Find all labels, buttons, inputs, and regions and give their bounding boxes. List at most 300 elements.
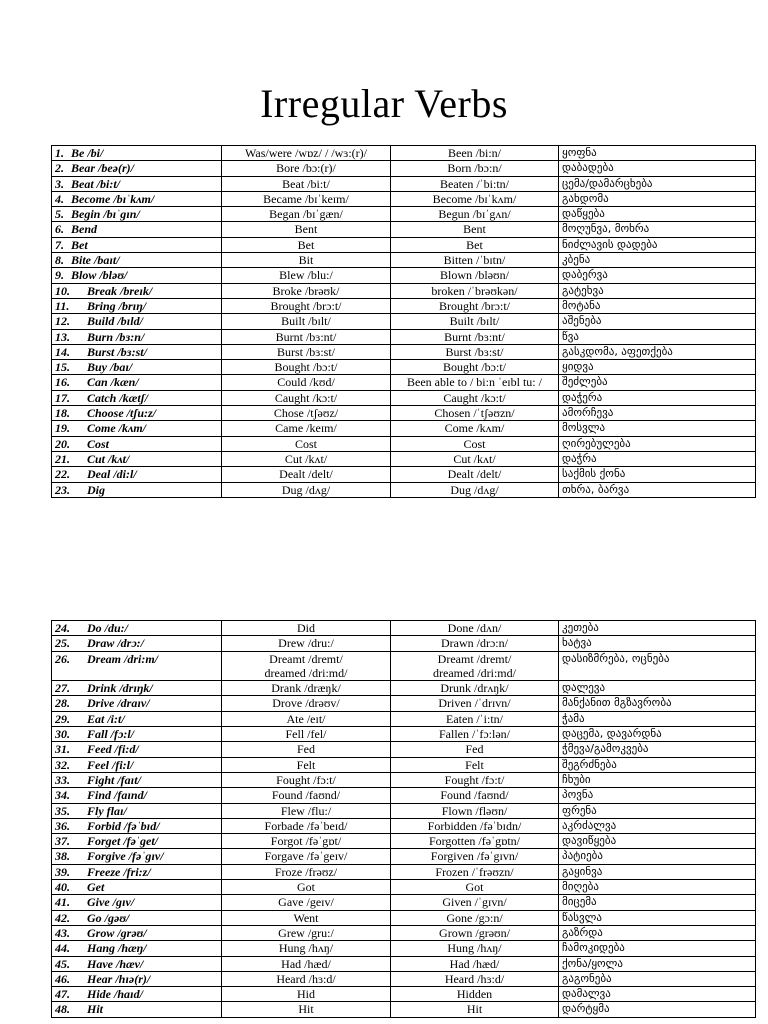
cell-line: dreamed /dri:md/ bbox=[433, 665, 516, 680]
verb-row bbox=[52, 956, 756, 971]
base-form: Fight /faɪt/ bbox=[87, 772, 141, 787]
verb-row bbox=[52, 283, 756, 298]
base-form-cell bbox=[52, 390, 222, 405]
past-participle-cell: Hit bbox=[391, 1002, 559, 1017]
verbs-table-2 bbox=[51, 620, 756, 1018]
base-form-cell bbox=[52, 788, 222, 803]
row-number: 1. bbox=[55, 146, 64, 160]
past-simple-cell: Cost bbox=[222, 436, 391, 451]
row-number: 2. bbox=[55, 161, 64, 176]
base-form: Be /bi/ bbox=[71, 146, 104, 160]
base-form-cell bbox=[52, 298, 222, 313]
past-simple-cell: Burnt /bɜ:nt/ bbox=[222, 329, 391, 344]
base-form: Come /kʌm/ bbox=[87, 421, 146, 436]
past-participle-cell: Brought /brɔ:t/ bbox=[391, 298, 559, 313]
row-number: 29. bbox=[55, 711, 70, 726]
row-number: 11. bbox=[55, 298, 70, 313]
verbs-table-1 bbox=[51, 145, 756, 498]
translation-cell: ყიდვა bbox=[559, 360, 756, 375]
past-simple-cell: Chose /tʃəʊz/ bbox=[222, 406, 391, 421]
base-form: Dream /dri:m/ bbox=[87, 651, 158, 666]
past-participle-cell: Fought /fɔ:t/ bbox=[391, 772, 559, 787]
past-simple-cell: Bore /bɔ:(r)/ bbox=[222, 161, 391, 176]
row-number: 28. bbox=[55, 696, 70, 711]
past-simple-cell: Bent bbox=[222, 222, 391, 237]
base-form: Forbid /fəˈbɪd/ bbox=[87, 818, 160, 833]
base-form-cell bbox=[52, 956, 222, 971]
verb-row bbox=[52, 1002, 756, 1017]
verb-row bbox=[52, 390, 756, 405]
base-form: Become /bɪˈkʌm/ bbox=[71, 191, 155, 206]
base-form-cell bbox=[52, 941, 222, 956]
row-number: 41. bbox=[55, 895, 70, 910]
past-participle-cell: Become /bɪˈkʌm/ bbox=[391, 191, 559, 206]
translation-cell: დაბერვა bbox=[559, 268, 756, 283]
row-number: 33. bbox=[55, 772, 70, 787]
past-simple-cell: Fed bbox=[222, 742, 391, 757]
past-simple-cell: Forbade /fəˈbeɪd/ bbox=[222, 818, 391, 833]
verb-row bbox=[52, 834, 756, 849]
translation-cell: დაჭრა bbox=[559, 451, 756, 466]
past-simple-cell: Burst /bɜ:st/ bbox=[222, 344, 391, 359]
base-form: Go /gəʊ/ bbox=[87, 910, 130, 925]
base-form: Forget /fəˈget/ bbox=[87, 834, 158, 849]
base-form: Dig bbox=[87, 482, 105, 497]
base-form: Bet bbox=[71, 237, 88, 252]
verb-row bbox=[52, 803, 756, 818]
translation-cell: მოღუნვა, მოხრა bbox=[559, 222, 756, 237]
past-simple-cell: Felt bbox=[222, 757, 391, 772]
past-participle-cell: Drunk /drʌŋk/ bbox=[391, 681, 559, 696]
base-form-cell bbox=[52, 482, 222, 497]
past-participle-cell: Felt bbox=[391, 757, 559, 772]
translation-cell: აშენება bbox=[559, 314, 756, 329]
past-participle-cell: Cut /kʌt/ bbox=[391, 451, 559, 466]
base-form-cell bbox=[52, 207, 222, 222]
past-participle-cell: Been able to / bi:n ˈeɪbl tu: / bbox=[391, 375, 559, 390]
row-number: 24. bbox=[55, 621, 70, 635]
past-simple-cell: Hid bbox=[222, 987, 391, 1002]
past-participle-cell: Burnt /bɜ:nt/ bbox=[391, 329, 559, 344]
base-form: Bend bbox=[71, 222, 98, 237]
row-number: 27. bbox=[55, 681, 70, 696]
base-form-cell bbox=[52, 621, 222, 636]
base-form: Hang /hæŋ/ bbox=[87, 941, 147, 956]
translation-cell: დალევა bbox=[559, 681, 756, 696]
base-form: Bite /baɪt/ bbox=[71, 253, 120, 268]
base-form: Do /du:/ bbox=[87, 621, 129, 635]
translation-cell: საქმის ქონა bbox=[559, 467, 756, 482]
translation-cell: დარტყმა bbox=[559, 1002, 756, 1017]
past-simple-cell: Hung /hʌŋ/ bbox=[222, 941, 391, 956]
translation-cell: გაყინვა bbox=[559, 864, 756, 879]
translation-cell: პოვნა bbox=[559, 788, 756, 803]
past-participle-cell: Blown /bləʊn/ bbox=[391, 268, 559, 283]
verb-row bbox=[52, 621, 756, 636]
past-simple-cell: Began /bɪˈgæn/ bbox=[222, 207, 391, 222]
past-participle-cell: Forbidden /fəˈbɪdn/ bbox=[391, 818, 559, 833]
base-form-cell bbox=[52, 161, 222, 176]
row-number: 42. bbox=[55, 910, 70, 925]
translation-cell: მანქანით მგზავრობა bbox=[559, 696, 756, 711]
row-number: 22. bbox=[55, 467, 70, 482]
base-form: Buy /baɪ/ bbox=[87, 360, 133, 375]
past-simple-cell: Dealt /delt/ bbox=[222, 467, 391, 482]
base-form-cell bbox=[52, 910, 222, 925]
verb-row bbox=[52, 711, 756, 726]
base-form: Fall /fɔ:l/ bbox=[87, 727, 134, 742]
past-participle-cell: Eaten /ˈi:tn/ bbox=[391, 711, 559, 726]
base-form: Have /hæv/ bbox=[87, 956, 144, 971]
base-form: Cost bbox=[87, 436, 110, 451]
past-participle-cell: Grown /grəʊn/ bbox=[391, 925, 559, 940]
past-participle-cell: Fed bbox=[391, 742, 559, 757]
verb-row bbox=[52, 788, 756, 803]
verb-row bbox=[52, 971, 756, 986]
verb-row bbox=[52, 895, 756, 910]
base-form: Grow /grəʊ/ bbox=[87, 925, 147, 940]
row-number: 13. bbox=[55, 329, 70, 344]
base-form-cell bbox=[52, 971, 222, 986]
row-number: 9. bbox=[55, 268, 64, 283]
base-form: Blow /bləʊ/ bbox=[71, 268, 128, 283]
translation-cell: შეგრძნება bbox=[559, 757, 756, 772]
past-participle-cell: broken /ˈbrəʊkən/ bbox=[391, 283, 559, 298]
base-form: Cut /kʌt/ bbox=[87, 451, 130, 466]
past-participle-cell: Frozen /ˈfrəʊzn/ bbox=[391, 864, 559, 879]
past-participle-cell: Flown /fləʊn/ bbox=[391, 803, 559, 818]
base-form-cell bbox=[52, 146, 222, 161]
past-simple-cell: Caught /kɔ:t/ bbox=[222, 390, 391, 405]
base-form-cell bbox=[52, 329, 222, 344]
row-number: 47. bbox=[55, 987, 70, 1002]
past-participle-cell: Come /kʌm/ bbox=[391, 421, 559, 436]
past-simple-cell: Brought /brɔ:t/ bbox=[222, 298, 391, 313]
translation-cell: კბენა bbox=[559, 253, 756, 268]
past-simple-cell: Came /keɪm/ bbox=[222, 421, 391, 436]
verb-row bbox=[52, 176, 756, 191]
base-form: Give /gɪv/ bbox=[87, 895, 135, 910]
verb-row bbox=[52, 880, 756, 895]
past-participle-cell: Forgotten /fəˈgɒtn/ bbox=[391, 834, 559, 849]
translation-cell: ქონა/ყოლა bbox=[559, 956, 756, 971]
row-number: 25. bbox=[55, 636, 70, 651]
translation-cell: გაგონება bbox=[559, 971, 756, 986]
row-number: 3. bbox=[55, 176, 64, 191]
past-simple-cell: Became /bɪˈkeɪm/ bbox=[222, 191, 391, 206]
translation-cell: დაწყება bbox=[559, 207, 756, 222]
base-form-cell bbox=[52, 191, 222, 206]
translation-cell: დაბადება bbox=[559, 161, 756, 176]
row-number: 23. bbox=[55, 482, 70, 497]
translation-cell: გასკდომა, აფეთქება bbox=[559, 344, 756, 359]
past-simple-cell: Found /faʊnd/ bbox=[222, 788, 391, 803]
cell-line: Dreamt /dremt/ bbox=[269, 651, 343, 666]
past-participle-cell bbox=[391, 651, 559, 681]
base-form: Drink /drɪŋk/ bbox=[87, 681, 153, 696]
translation-cell: ჭამა bbox=[559, 711, 756, 726]
row-number: 5. bbox=[55, 207, 64, 222]
past-simple-cell: Cut /kʌt/ bbox=[222, 451, 391, 466]
row-number: 20. bbox=[55, 436, 70, 451]
translation-cell: აკრძალვა bbox=[559, 818, 756, 833]
base-form-cell bbox=[52, 467, 222, 482]
translation-cell: დაცემა, დავარდნა bbox=[559, 727, 756, 742]
base-form-cell bbox=[52, 176, 222, 191]
row-number: 34. bbox=[55, 788, 70, 803]
row-number: 14. bbox=[55, 344, 70, 359]
verb-row bbox=[52, 360, 756, 375]
verb-row bbox=[52, 222, 756, 237]
base-form-cell bbox=[52, 864, 222, 879]
past-simple-cell: Grew /gru:/ bbox=[222, 925, 391, 940]
row-number: 21. bbox=[55, 451, 70, 466]
verb-row bbox=[52, 344, 756, 359]
past-simple-cell: Hit bbox=[222, 1002, 391, 1017]
base-form-cell bbox=[52, 925, 222, 940]
row-number: 38. bbox=[55, 849, 70, 864]
verb-row bbox=[52, 467, 756, 482]
base-form: Deal /di:l/ bbox=[87, 467, 137, 482]
verb-row bbox=[52, 727, 756, 742]
base-form-cell bbox=[52, 727, 222, 742]
base-form: Bear /beə(r)/ bbox=[71, 161, 134, 176]
base-form: Feed /fi:d/ bbox=[87, 742, 139, 757]
base-form-cell bbox=[52, 1002, 222, 1017]
base-form-cell bbox=[52, 757, 222, 772]
base-form-cell bbox=[52, 711, 222, 726]
past-participle-cell: Beaten /ˈbi:tn/ bbox=[391, 176, 559, 191]
past-participle-cell: Caught /kɔ:t/ bbox=[391, 390, 559, 405]
row-number: 8. bbox=[55, 253, 64, 268]
past-simple-cell: Beat /bi:t/ bbox=[222, 176, 391, 191]
verb-row bbox=[52, 146, 756, 161]
past-simple-cell: Forgave /fəˈgeɪv/ bbox=[222, 849, 391, 864]
verb-row bbox=[52, 772, 756, 787]
translation-cell: ფრენა bbox=[559, 803, 756, 818]
past-simple-cell: Bit bbox=[222, 253, 391, 268]
past-simple-cell: Blew /blu:/ bbox=[222, 268, 391, 283]
row-number: 26. bbox=[55, 651, 70, 666]
base-form-cell bbox=[52, 849, 222, 864]
base-form-cell bbox=[52, 253, 222, 268]
verb-row bbox=[52, 910, 756, 925]
base-form-cell bbox=[52, 834, 222, 849]
base-form: Hit bbox=[87, 1002, 104, 1017]
translation-cell: გატეხვა bbox=[559, 283, 756, 298]
past-simple-cell: Could /kʊd/ bbox=[222, 375, 391, 390]
row-number: 19. bbox=[55, 421, 70, 436]
verb-row bbox=[52, 375, 756, 390]
row-number: 18. bbox=[55, 406, 70, 421]
verb-row bbox=[52, 421, 756, 436]
base-form-cell bbox=[52, 360, 222, 375]
translation-cell: მიღება bbox=[559, 880, 756, 895]
verb-row bbox=[52, 451, 756, 466]
verb-row bbox=[52, 987, 756, 1002]
base-form-cell bbox=[52, 895, 222, 910]
past-participle-cell: Done /dʌn/ bbox=[391, 621, 559, 636]
past-participle-cell: Heard /hɜ:d/ bbox=[391, 971, 559, 986]
base-form: Freeze /fri:z/ bbox=[87, 864, 151, 879]
verb-row bbox=[52, 696, 756, 711]
past-participle-cell: Burst /bɜ:st/ bbox=[391, 344, 559, 359]
base-form-cell bbox=[52, 237, 222, 252]
past-participle-cell: Found /faʊnd/ bbox=[391, 788, 559, 803]
verb-row bbox=[52, 849, 756, 864]
row-number: 15. bbox=[55, 360, 70, 375]
verb-row bbox=[52, 406, 756, 421]
base-form: Break /breɪk/ bbox=[87, 283, 153, 298]
base-form-cell bbox=[52, 314, 222, 329]
base-form-cell bbox=[52, 772, 222, 787]
past-simple-cell: Drove /drəʊv/ bbox=[222, 696, 391, 711]
base-form: Draw /drɔ:/ bbox=[87, 636, 144, 651]
verb-row bbox=[52, 757, 756, 772]
base-form: Fly flaɪ/ bbox=[87, 803, 127, 818]
page-title: Irregular Verbs bbox=[260, 81, 508, 126]
base-form-cell bbox=[52, 651, 222, 681]
translation-cell: წვა bbox=[559, 329, 756, 344]
base-form: Forgive /fəˈgɪv/ bbox=[87, 849, 164, 864]
row-number: 31. bbox=[55, 742, 70, 757]
past-simple-cell: Drank /dræŋk/ bbox=[222, 681, 391, 696]
past-participle-cell: Begun /bɪˈgʌn/ bbox=[391, 207, 559, 222]
base-form: Beat /bi:t/ bbox=[71, 176, 120, 191]
base-form: Drive /draɪv/ bbox=[87, 696, 150, 711]
past-participle-cell: Bent bbox=[391, 222, 559, 237]
verb-row bbox=[52, 268, 756, 283]
translation-cell: წასვლა bbox=[559, 910, 756, 925]
verb-row bbox=[52, 925, 756, 940]
verb-row bbox=[52, 681, 756, 696]
past-simple-cell: Bought /bɔ:t/ bbox=[222, 360, 391, 375]
row-number: 35. bbox=[55, 803, 70, 818]
row-number: 37. bbox=[55, 834, 70, 849]
verb-row bbox=[52, 436, 756, 451]
base-form: Choose /tʃu:z/ bbox=[87, 406, 156, 421]
past-participle-cell: Had /hæd/ bbox=[391, 956, 559, 971]
translation-cell: ამორჩევა bbox=[559, 406, 756, 421]
translation-cell: დამალვა bbox=[559, 987, 756, 1002]
translation-cell: მიცემა bbox=[559, 895, 756, 910]
row-number: 48. bbox=[55, 1002, 70, 1017]
base-form-cell bbox=[52, 742, 222, 757]
translation-cell: ღირებულება bbox=[559, 436, 756, 451]
translation-cell: დასიზმრება, ოცნება bbox=[559, 651, 756, 681]
past-simple-cell: Froze /frəʊz/ bbox=[222, 864, 391, 879]
past-simple-cell: Ate /eɪt/ bbox=[222, 711, 391, 726]
base-form-cell bbox=[52, 451, 222, 466]
verb-row bbox=[52, 161, 756, 176]
past-participle-cell: Been /bi:n/ bbox=[391, 146, 559, 161]
translation-cell: შეძლება bbox=[559, 375, 756, 390]
cell-line: dreamed /dri:md/ bbox=[264, 665, 348, 680]
past-participle-cell: Born /bɔ:n/ bbox=[391, 161, 559, 176]
base-form: Burn /bɜ:n/ bbox=[87, 329, 145, 344]
verb-row bbox=[52, 207, 756, 222]
row-number: 44. bbox=[55, 941, 70, 956]
row-number: 10. bbox=[55, 283, 70, 298]
base-form: Get bbox=[87, 880, 105, 895]
verb-row bbox=[52, 482, 756, 497]
past-participle-cell: Dug /dʌg/ bbox=[391, 482, 559, 497]
base-form-cell bbox=[52, 222, 222, 237]
verb-row bbox=[52, 742, 756, 757]
base-form-cell bbox=[52, 696, 222, 711]
past-participle-cell: Cost bbox=[391, 436, 559, 451]
translation-cell: გაზრდა bbox=[559, 925, 756, 940]
verb-row bbox=[52, 651, 756, 681]
translation-cell: ყოფნა bbox=[559, 146, 756, 161]
past-simple-cell: Had /hæd/ bbox=[222, 956, 391, 971]
past-participle-cell: Drawn /drɔ:n/ bbox=[391, 636, 559, 651]
base-form-cell bbox=[52, 283, 222, 298]
base-form: Can /kæn/ bbox=[87, 375, 139, 390]
past-simple-cell: Built /bɪlt/ bbox=[222, 314, 391, 329]
verb-row bbox=[52, 636, 756, 651]
past-simple-cell: Bet bbox=[222, 237, 391, 252]
base-form: Build /bɪld/ bbox=[87, 314, 143, 329]
translation-cell: ნიძლავის დადება bbox=[559, 237, 756, 252]
base-form: Bring /brɪŋ/ bbox=[87, 298, 147, 313]
row-number: 16. bbox=[55, 375, 70, 390]
past-simple-cell: Fought /fɔ:t/ bbox=[222, 772, 391, 787]
translation-cell: ჩხუბი bbox=[559, 772, 756, 787]
past-simple-cell bbox=[222, 651, 391, 681]
translation-cell: დავიწყება bbox=[559, 834, 756, 849]
base-form-cell bbox=[52, 818, 222, 833]
past-simple-cell: Dug /dʌg/ bbox=[222, 482, 391, 497]
translation-cell: ცემა/დამარცხება bbox=[559, 176, 756, 191]
base-form: Burst /bɜ:st/ bbox=[87, 344, 147, 359]
row-number: 40. bbox=[55, 880, 70, 895]
past-participle-cell: Got bbox=[391, 880, 559, 895]
past-simple-cell: Broke /brəʊk/ bbox=[222, 283, 391, 298]
past-participle-cell: Forgiven /fəˈgɪvn/ bbox=[391, 849, 559, 864]
past-participle-cell: Chosen /ˈtʃəʊzn/ bbox=[391, 406, 559, 421]
past-participle-cell: Dealt /delt/ bbox=[391, 467, 559, 482]
base-form: Hide /haɪd/ bbox=[87, 987, 143, 1002]
base-form: Begin /bɪˈgɪn/ bbox=[71, 207, 140, 222]
verb-row bbox=[52, 237, 756, 252]
translation-cell: ჩამოკიდება bbox=[559, 941, 756, 956]
past-participle-cell: Built /bɪlt/ bbox=[391, 314, 559, 329]
past-simple-cell: Fell /fel/ bbox=[222, 727, 391, 742]
past-simple-cell: Forgot /fəˈgɒt/ bbox=[222, 834, 391, 849]
row-number: 30. bbox=[55, 727, 70, 742]
base-form-cell bbox=[52, 344, 222, 359]
verb-row bbox=[52, 314, 756, 329]
past-participle-cell: Hung /hʌŋ/ bbox=[391, 941, 559, 956]
verb-row bbox=[52, 329, 756, 344]
past-participle-cell: Given /ˈgɪvn/ bbox=[391, 895, 559, 910]
past-participle-cell: Driven /ˈdrɪvn/ bbox=[391, 696, 559, 711]
base-form-cell bbox=[52, 375, 222, 390]
translation-cell: გახდომა bbox=[559, 191, 756, 206]
past-simple-cell: Gave /geɪv/ bbox=[222, 895, 391, 910]
past-participle-cell: Bought /bɔ:t/ bbox=[391, 360, 559, 375]
verb-row bbox=[52, 253, 756, 268]
past-simple-cell: Went bbox=[222, 910, 391, 925]
verb-row bbox=[52, 191, 756, 206]
past-simple-cell: Did bbox=[222, 621, 391, 636]
past-simple-cell: Heard /hɜ:d/ bbox=[222, 971, 391, 986]
row-number: 17. bbox=[55, 390, 70, 405]
past-participle-cell: Fallen /ˈfɔ:lən/ bbox=[391, 727, 559, 742]
row-number: 6. bbox=[55, 222, 64, 237]
base-form: Catch /kætʃ/ bbox=[87, 390, 148, 405]
